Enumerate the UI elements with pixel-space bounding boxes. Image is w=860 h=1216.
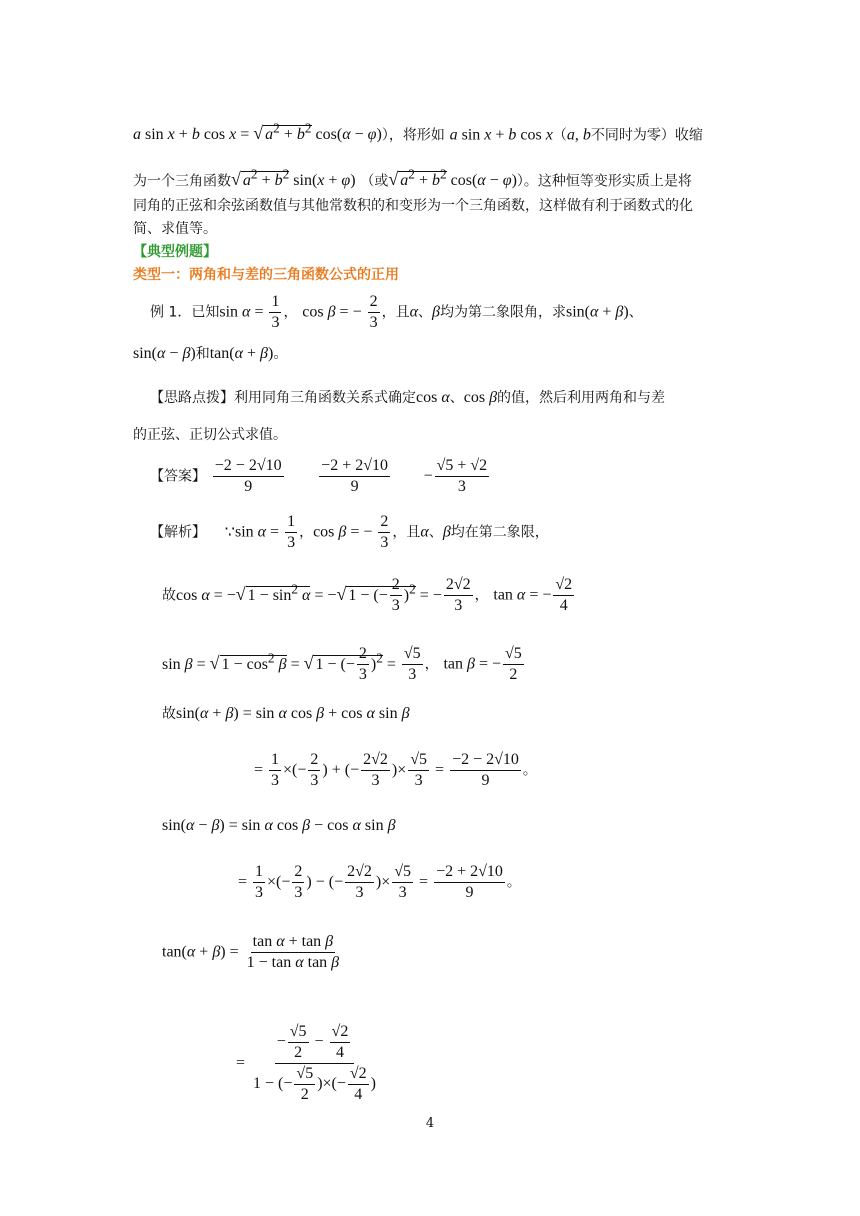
solution-sin-beta: sin β = √ $1 - \cos^2 \beta$ = √ 1 − (− $\frac{2}{3}$ )$^2$ = $\frac{√5}{3}$ ， tan β = − $\frac{√5}{2}$ bbox=[162, 645, 522, 684]
page-number: 4 bbox=[425, 1116, 435, 1131]
hint-line-1: 【思路点拨】利用同角三角函数关系式确定cos α、cos β的值，然后利用两角和与差 bbox=[150, 389, 666, 406]
solution-sum-formula: 故sin(α + β) = sin α cos β + cos α sin β bbox=[162, 705, 410, 722]
answer-1: $\frac{-2 - 2√10}{9}$ bbox=[214, 457, 282, 495]
solution-diff-formula: sin(α − β) = sin α cos β − cos α sin β bbox=[162, 817, 396, 834]
intro-line-2: 为一个三角函数√ $a^2 + b^2$ sin(x + φ) （或√ $a^2 + b^2$ cos(α − φ)）。这种恒等变形实质上是将 bbox=[133, 167, 692, 190]
section-heading-type1: 类型一：两角和与差的三角函数公式的正用 bbox=[133, 267, 399, 283]
section-heading-examples: 【典型例题】 bbox=[133, 244, 217, 260]
example-1-line-1: 例 1．已知sin α = $\frac{1}{3}$ ， cos β = − $\frac{2}{3}$ ，且α、β均为第二象限角，求sin(α + β)、 bbox=[150, 293, 643, 331]
answer-line: 【答案】 $\frac{-2 - 2√10}{9}$ $\frac{-2 + 2√10}{9}$ − $\frac{√5 + √2}{3}$ bbox=[150, 457, 488, 495]
solution-tan-formula: tan(α + β) = $\frac{\text{tan α + tan β}}{\text{1 − tan α tan β}}$ bbox=[162, 933, 340, 971]
intro-line-3: 同角的正弦和余弦函数值与其他常数积的和变形为一个三角函数，这样做有利于函数式的化 bbox=[133, 198, 693, 214]
hint-line-2: 的正弦、正切公式求值。 bbox=[133, 427, 287, 443]
solution-tan-substitution: = − $\frac{√5}{2}$ − $\frac{√2}{4}$ 1 − (− $\frac{√5}{2}$ )×(− $\frac{√2}{4}$ ) bbox=[236, 1023, 376, 1103]
solution-line-1: 【解析】 ∵sin α = $\frac{1}{3}$ ，cos β = − $\frac{2}{3}$ ，且α、β均在第二象限， bbox=[150, 513, 549, 551]
solution-sum-value: = $\frac{1}{3}$ ×(− $\frac{2}{3}$ ) + (− $\frac{2√2}{3}$ )× $\frac{√5}{3}$ = $\frac{-2 - 2√10}{9}$ 。 bbox=[254, 751, 537, 789]
example-1-line-2: sin(α − β)和tan(α + β)。 bbox=[133, 345, 288, 362]
answer-3: $\frac{√5 + √2}{3}$ bbox=[436, 457, 488, 495]
solution-diff-value: = $\frac{1}{3}$ ×(− $\frac{2}{3}$ ) − (− $\frac{2√2}{3}$ )× $\frac{√5}{3}$ = $\frac{-2 + 2√10}{9}$ 。 bbox=[238, 863, 521, 901]
intro-line-4: 简、求值等。 bbox=[133, 221, 217, 237]
solution-cos-alpha: 故cos α = −√ $1 - \sin^2 \alpha$ = −√ 1 − (− $\frac{2}{3}$ )$^2$ = − $\frac{2√2}{3}$ ， tan α = − $\frac{√2}{4}$ bbox=[162, 576, 573, 615]
intro-line-1: a sin x + b cos x = √ $a^2 + b^2$ cos(α − φ)），将形如 a sin x + b cos x（a, b不同时为零）收缩 bbox=[133, 121, 703, 144]
answer-2: $\frac{-2 + 2√10}{9}$ bbox=[321, 457, 388, 495]
